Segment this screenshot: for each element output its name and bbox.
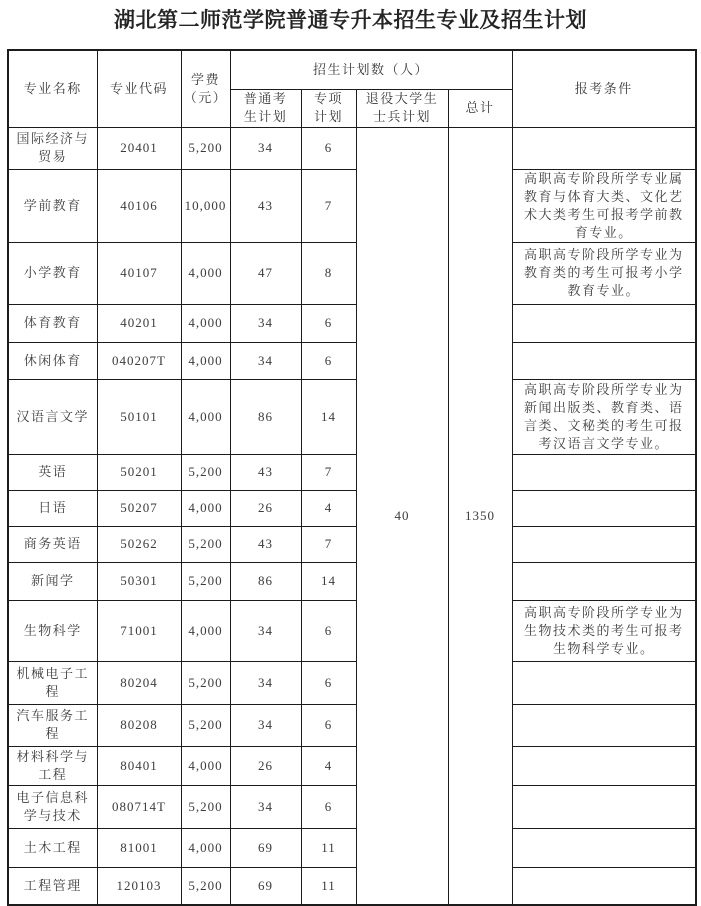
admissions-table [7, 49, 697, 906]
cell-tuition: 4,000 [181, 600, 230, 661]
cell-major-name: 休闲体育 [8, 342, 97, 379]
col-header-conditions: 报考条件 [512, 50, 696, 127]
table-row [8, 600, 696, 661]
cell-tuition: 4,000 [181, 379, 230, 454]
table-row [8, 785, 696, 828]
cell-veteran-plan-merged: 40 [356, 127, 448, 905]
cell-major-code: 80208 [97, 704, 181, 746]
cell-special-plan: 4 [301, 746, 356, 785]
cell-tuition: 5,200 [181, 562, 230, 600]
cell-major-name: 材料科学与 工程 [8, 746, 97, 785]
cell-tuition: 5,200 [181, 867, 230, 905]
cell-condition: 高职高专阶段所学专业为 教育类的考生可报考小学 教育专业。 [512, 242, 696, 304]
cell-major-name: 工程管理 [8, 867, 97, 905]
cell-special-plan: 11 [301, 867, 356, 905]
cell-condition [512, 562, 696, 600]
cell-major-name: 电子信息科 学与技术 [8, 785, 97, 828]
cell-special-plan: 7 [301, 169, 356, 242]
cell-regular-plan: 34 [230, 785, 301, 828]
cell-major-name: 机械电子工 程 [8, 661, 97, 704]
cell-major-name: 小学教育 [8, 242, 97, 304]
table-row [8, 342, 696, 379]
table-row [8, 867, 696, 905]
cell-tuition: 5,200 [181, 661, 230, 704]
cell-major-code: 50301 [97, 562, 181, 600]
cell-special-plan: 6 [301, 600, 356, 661]
cell-major-code: 71001 [97, 600, 181, 661]
cell-regular-plan: 34 [230, 704, 301, 746]
cell-regular-plan: 34 [230, 127, 301, 169]
cell-regular-plan: 69 [230, 828, 301, 867]
cell-special-plan: 7 [301, 454, 356, 490]
col-header-veteran-plan: 退役大学生 士兵计划 [356, 89, 448, 127]
cell-condition: 高职高专阶段所学专业属 教育与体育大类、文化艺 术大类考生可报考学前教 育专业。 [512, 169, 696, 242]
cell-major-code: 50207 [97, 490, 181, 526]
cell-tuition: 5,200 [181, 454, 230, 490]
cell-special-plan: 4 [301, 490, 356, 526]
cell-major-code: 50262 [97, 526, 181, 562]
cell-condition [512, 526, 696, 562]
cell-major-code: 50201 [97, 454, 181, 490]
col-header-major-code: 专业代码 [97, 50, 181, 127]
cell-major-name: 汉语言文学 [8, 379, 97, 454]
cell-condition [512, 704, 696, 746]
cell-regular-plan: 34 [230, 661, 301, 704]
cell-tuition: 4,000 [181, 242, 230, 304]
cell-major-code: 40106 [97, 169, 181, 242]
cell-condition: 高职高专阶段所学专业为 新闻出版类、教育类、语 言类、文秘类的考生可报 考汉语言文学专业。 [512, 379, 696, 454]
cell-regular-plan: 86 [230, 379, 301, 454]
cell-condition [512, 785, 696, 828]
col-header-total: 总计 [448, 89, 512, 127]
header-row-top [8, 50, 696, 89]
cell-major-name: 体育教育 [8, 304, 97, 342]
cell-condition [512, 454, 696, 490]
table-row [8, 490, 696, 526]
cell-major-name: 学前教育 [8, 169, 97, 242]
table-row [8, 127, 696, 169]
cell-major-name: 新闻学 [8, 562, 97, 600]
cell-tuition: 4,000 [181, 828, 230, 867]
cell-regular-plan: 34 [230, 304, 301, 342]
cell-special-plan: 8 [301, 242, 356, 304]
cell-major-code: 40201 [97, 304, 181, 342]
table-row [8, 304, 696, 342]
cell-condition [512, 746, 696, 785]
cell-special-plan: 6 [301, 127, 356, 169]
col-header-special-plan: 专项 计划 [301, 89, 356, 127]
cell-major-name: 生物科学 [8, 600, 97, 661]
cell-tuition: 10,000 [181, 169, 230, 242]
cell-major-name: 英语 [8, 454, 97, 490]
cell-special-plan: 6 [301, 785, 356, 828]
table-row [8, 526, 696, 562]
cell-special-plan: 14 [301, 379, 356, 454]
cell-special-plan: 6 [301, 342, 356, 379]
cell-tuition: 5,200 [181, 704, 230, 746]
cell-special-plan: 11 [301, 828, 356, 867]
cell-regular-plan: 86 [230, 562, 301, 600]
table-row [8, 562, 696, 600]
cell-major-code: 040207T [97, 342, 181, 379]
col-header-plan-group: 招生计划数（人） [230, 50, 512, 89]
cell-major-code: 080714T [97, 785, 181, 828]
cell-tuition: 4,000 [181, 304, 230, 342]
table-row [8, 169, 696, 242]
cell-regular-plan: 43 [230, 454, 301, 490]
col-header-tuition: 学费 （元） [181, 50, 230, 127]
table-body [8, 127, 696, 905]
cell-major-code: 120103 [97, 867, 181, 905]
cell-special-plan: 7 [301, 526, 356, 562]
cell-major-name: 日语 [8, 490, 97, 526]
table-row [8, 704, 696, 746]
cell-regular-plan: 34 [230, 342, 301, 379]
cell-major-code: 20401 [97, 127, 181, 169]
cell-regular-plan: 26 [230, 490, 301, 526]
cell-major-code: 50101 [97, 379, 181, 454]
cell-tuition: 5,200 [181, 526, 230, 562]
cell-major-code: 81001 [97, 828, 181, 867]
cell-tuition: 5,200 [181, 127, 230, 169]
cell-condition [512, 867, 696, 905]
table-row [8, 661, 696, 704]
cell-regular-plan: 43 [230, 526, 301, 562]
table-row [8, 828, 696, 867]
table-row [8, 746, 696, 785]
cell-regular-plan: 47 [230, 242, 301, 304]
cell-major-code: 80204 [97, 661, 181, 704]
cell-special-plan: 14 [301, 562, 356, 600]
page-title: 湖北第二师范学院普通专升本招生专业及招生计划 [114, 8, 587, 32]
cell-major-name: 土木工程 [8, 828, 97, 867]
cell-regular-plan: 43 [230, 169, 301, 242]
cell-regular-plan: 34 [230, 600, 301, 661]
cell-condition [512, 304, 696, 342]
cell-condition [512, 127, 696, 169]
cell-tuition: 4,000 [181, 490, 230, 526]
cell-major-name: 汽车服务工 程 [8, 704, 97, 746]
table-row [8, 242, 696, 304]
cell-tuition: 4,000 [181, 342, 230, 379]
cell-major-code: 80401 [97, 746, 181, 785]
cell-special-plan: 6 [301, 704, 356, 746]
cell-grand-total-merged: 1350 [448, 127, 512, 905]
cell-condition [512, 342, 696, 379]
table-row [8, 454, 696, 490]
table-row [8, 379, 696, 454]
col-header-major-name: 专业名称 [8, 50, 97, 127]
cell-special-plan: 6 [301, 304, 356, 342]
cell-condition [512, 490, 696, 526]
cell-regular-plan: 69 [230, 867, 301, 905]
table-header [8, 50, 696, 127]
cell-major-code: 40107 [97, 242, 181, 304]
cell-special-plan: 6 [301, 661, 356, 704]
cell-condition [512, 661, 696, 704]
cell-tuition: 4,000 [181, 746, 230, 785]
cell-condition [512, 828, 696, 867]
cell-tuition: 5,200 [181, 785, 230, 828]
cell-major-name: 商务英语 [8, 526, 97, 562]
col-header-regular-plan: 普通考 生计划 [230, 89, 301, 127]
cell-major-name: 国际经济与 贸易 [8, 127, 97, 169]
cell-condition: 高职高专阶段所学专业为 生物技术类的考生可报考 生物科学专业。 [512, 600, 696, 661]
cell-regular-plan: 26 [230, 746, 301, 785]
